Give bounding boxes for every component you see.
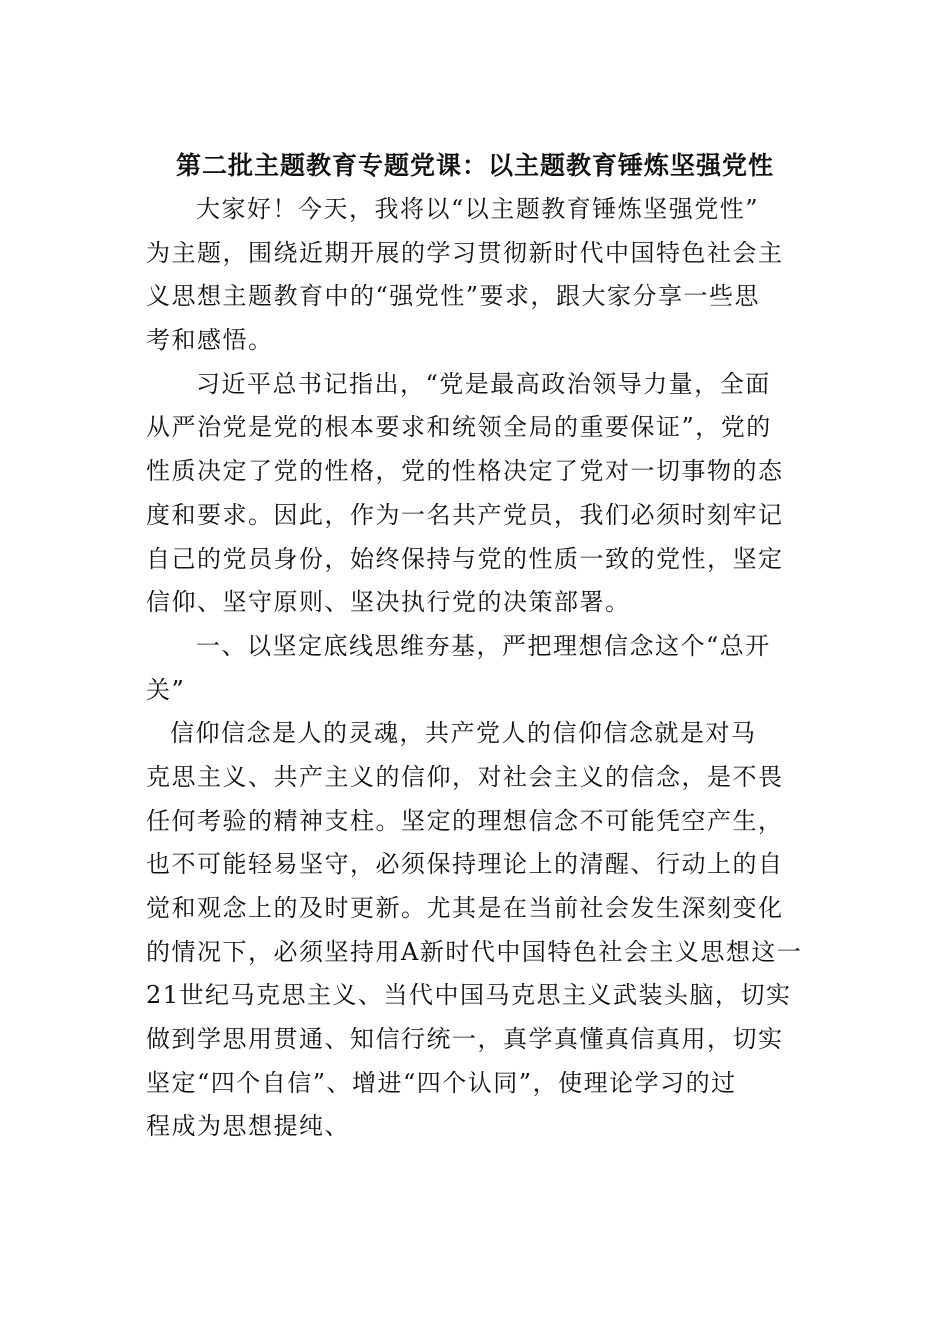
paragraph-intro [146, 188, 806, 363]
paragraph-line: 克思主义、共产主义的信仰，对社会主义的信念，是不畏 [146, 762, 784, 791]
paragraph-line: 程成为思想提纯、 [146, 1112, 350, 1141]
paragraph-line: 为主题，围绕近期开展的学习贯彻新时代中国特色社会主 [146, 238, 784, 267]
paragraph-line: 也不可能轻易坚守，必须保持理论上的清醒、行动上的自 [146, 850, 784, 879]
paragraph-line: 的情况下，必须坚持用A新时代中国特色社会主义思想这一 [146, 937, 803, 966]
paragraph-belief [146, 712, 806, 1149]
paragraph-line: 任何考验的精神支柱。坚定的理想信念不可能凭空产生， [146, 806, 784, 835]
paragraph-quote [146, 363, 806, 625]
paragraph-line: 做到学思用贯通、知信行统一，真学真懂真信真用，切实 [146, 1025, 784, 1054]
paragraph-line: 性质决定了党的性格，党的性格决定了党对一切事物的态 [146, 457, 784, 486]
document-title: 第二批主题教育专题党课：以主题教育锤炼坚强党性 [175, 151, 774, 180]
section-heading [146, 625, 806, 712]
paragraph-line: 义思想主题教育中的“强党性”要求，跟大家分享一些思 [146, 282, 761, 311]
paragraph-line: 度和要求。因此，作为一名共产党员，我们必须时刻牢记 [146, 500, 784, 529]
paragraph-line: 坚定“四个自信”、增进“四个认同”，使理论学习的过 [146, 1068, 737, 1097]
section-heading-line: 一、以坚定底线思维夯基，严把理想信念这个“总开 [196, 631, 771, 660]
paragraph-line: 大家好！今天，我将以“以主题教育锤炼坚强党性” [196, 195, 760, 223]
document-body [146, 188, 806, 1149]
paragraph-line: 觉和观念上的及时更新。尤其是在当前社会发生深刻变化 [146, 894, 784, 922]
paragraph-line: 信仰、坚守原则、坚决执行党的决策部署。 [146, 588, 631, 617]
section-heading-line: 关” [146, 675, 186, 704]
paragraph-line: 自己的党员身份，始终保持与党的性质一致的党性，坚定 [146, 544, 784, 573]
paragraph-line: 习近平总书记指出，“党是最高政治领导力量，全面 [196, 369, 771, 398]
paragraph-line: 信仰信念是人的灵魂，共产党人的信仰信念就是对马 [170, 719, 757, 748]
paragraph-line: 从严治党是党的根本要求和统领全局的重要保证”，党的 [146, 413, 772, 442]
paragraph-line: 21世纪马克思主义、当代中国马克思主义武装头脑，切实 [146, 981, 792, 1010]
paragraph-line: 考和感悟。 [146, 326, 274, 355]
